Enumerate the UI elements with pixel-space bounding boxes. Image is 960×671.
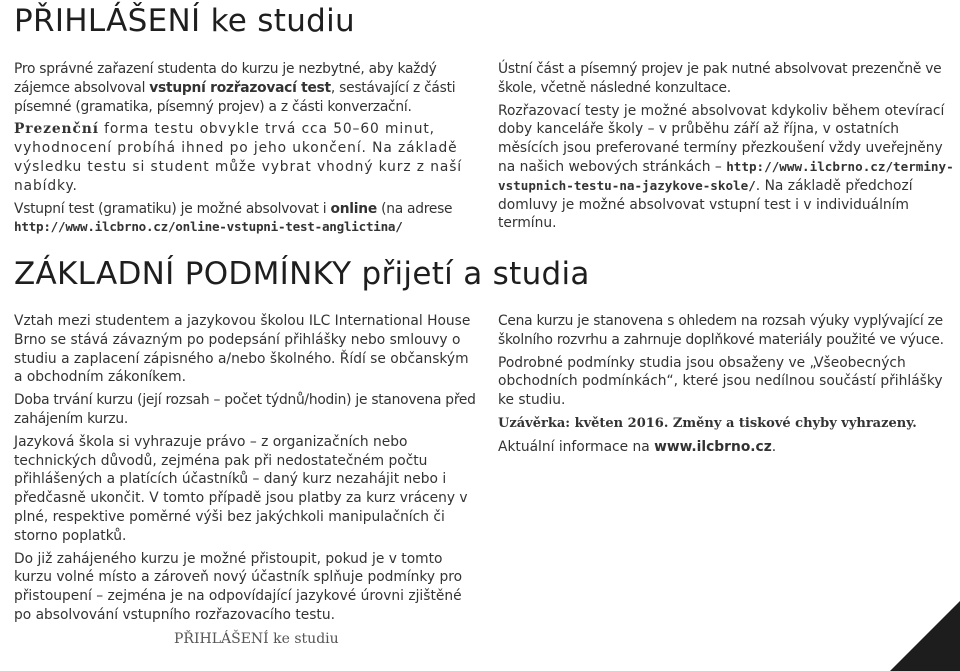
paragraph-conditions: Podrobné podmínky studia jsou obsaženy ve „Všeobecných obchodních podmínkách“, které jsou nedílnou součástí přihlášky ke studiu. <box>498 354 943 409</box>
paragraph-test-intro <box>14 60 480 116</box>
website-link[interactable]: www.ilcbrno.cz <box>654 438 772 455</box>
text: , sestávající z části písemné (gramatika, písemný projev) a z části konverzační. <box>14 79 456 115</box>
corner-triangle-decoration <box>890 601 960 671</box>
bold-text: Uzávěrka: květen 2016. Změny a tiskové chyby vyhrazeny. <box>498 415 917 431</box>
page-number: 05 <box>938 623 954 640</box>
text: . <box>771 438 777 455</box>
bold-text: online <box>330 200 377 217</box>
paragraph-duration: Doba trvání kurzu (její rozsah – počet týdnů/hodin) je stanovena před zahájením kurzu. <box>14 392 476 427</box>
section2-right-column <box>498 312 958 461</box>
text: Rozřazovací testy je možné absolvovat kdykoliv během otevírací doby kanceláře školy – v průběhu září až října, v ostatních měsících jsou preferované termíny přezkoušení vždy uveřejněny na našich webových stránkách – <box>498 102 945 175</box>
text: . Na základě předchozí domluvy je možné absolvovat vstupní test i v individuálním termínu. <box>498 177 913 232</box>
paragraph-test-dates <box>498 102 958 234</box>
paragraph-oral-part: Ústní část a písemný projev je pak nutné absolvovat prezenčně ve škole, včetně následné konzultace. <box>498 61 942 96</box>
text: Pro správné zařazení studenta do kurzu je nezbytné, aby každý zájemce absolvoval <box>14 61 437 96</box>
text: (na adrese <box>376 200 453 217</box>
text: Vstupní test (gramatiku) je možné absolvovat i <box>14 200 331 217</box>
paragraph-current-info <box>498 438 958 457</box>
paragraph-contract: Vztah mezi studentem a jazykovou školou ILC International House Brno se stává závazným po podepsání přihlášky nebo smlouvy o studiu a zaplacení zápisného a/nebo školného. Řídí se občanským a obchodním zákoníkem. <box>14 313 471 386</box>
footer-title: PŘIHLÁŠENÍ ke studiu <box>174 631 339 647</box>
paragraph-prezencni <box>14 120 480 195</box>
section-title-prihlaseni: PŘIHLÁŠENÍ ke studiu <box>14 3 355 39</box>
paragraph-deadline <box>498 414 958 434</box>
section-title-podminky: ZÁKLADNÍ PODMÍNKY přijetí a studia <box>14 256 590 292</box>
test-dates-link[interactable]: http://www.ilcbrno.cz/terminy-vstupnich-testu-na-jazykove-skole/ <box>498 158 954 193</box>
online-test-link[interactable]: http://www.ilcbrno.cz/online-vstupni-test-anglictina/ <box>14 219 403 235</box>
section1-left-column <box>14 60 480 241</box>
paragraph-price: Cena kurzu je stanovena s ohledem na rozsah výuky vyplývající ze školního rozvrhu a zahrnuje doplňkové materiály použité ve výuce. <box>498 313 944 348</box>
section1-right-column <box>498 60 958 237</box>
section2-left-column <box>14 312 480 629</box>
bold-text: Prezenční <box>14 121 99 138</box>
paragraph-cancellation: Jazyková škola si vyhrazuje právo – z organizačních nebo technických důvodů, zejména pak při nedostatečném počtu přihlášených a platících účastníků – daný kurz nezahájit nebo i předčasně ukončit. V tomto případě jsou platby za kurz vráceny v plné, respektive poměrné výši bez jakýchkoli manipulačních či storno poplatků. <box>14 433 468 544</box>
bold-text: vstupní rozřazovací test <box>149 79 331 96</box>
paragraph-joining: Do již zahájeného kurzu je možné přistoupit, pokud je v tomto kurzu volné místo a zároveň nový účastník splňuje podmínky pro přistoupení – zejména je na odpovídající jazykové úrovni zjištěné po absolvování vstupního rozřazovacího testu. <box>14 550 463 623</box>
text: Aktuální informace na <box>498 438 655 455</box>
paragraph-online <box>14 200 480 238</box>
text: forma testu obvykle trvá cca 50–60 minut, vyhodnocení probíhá ihned po jeho ukončení. Na základě výsledku testu si student může vybrat vhodný kurz z naší nabídky. <box>14 121 463 194</box>
